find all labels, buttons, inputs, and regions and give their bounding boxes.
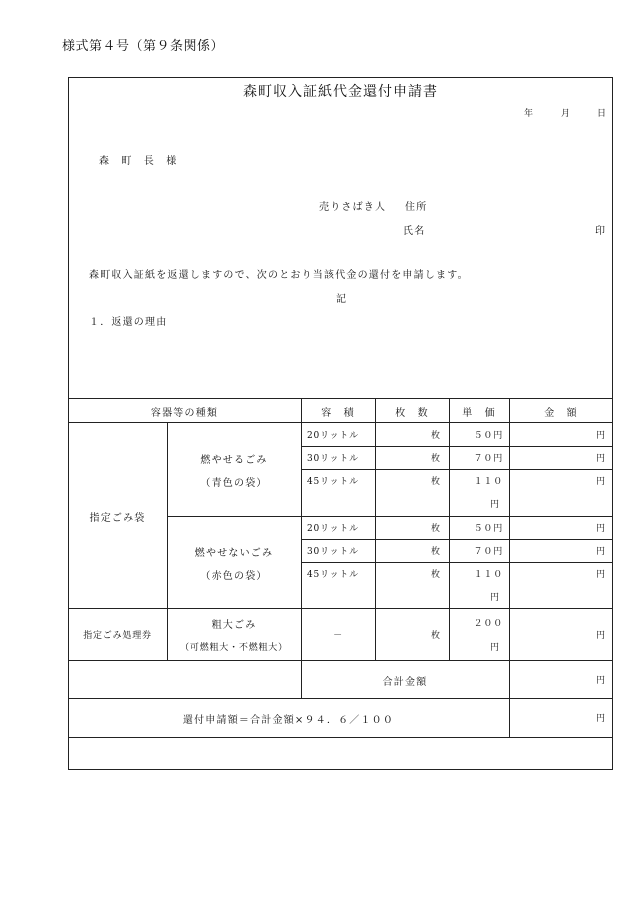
name-label: 氏名 — [403, 226, 426, 237]
table-top-line — [68, 398, 613, 399]
amount-unit-cell: 円 — [596, 431, 606, 441]
bulky-waste-label: 粗大ごみ — [211, 620, 257, 631]
volume-cell: 45リットル — [307, 570, 359, 580]
seller-role: 売りさばき人 — [319, 202, 387, 213]
volume-cell: 30リットル — [307, 547, 359, 557]
unit-price-cell: ２００ — [473, 619, 503, 629]
col-line — [509, 398, 510, 737]
group-divider-line — [167, 516, 613, 517]
address-label: 住所 — [405, 202, 428, 213]
designated-bag-label: 指定ごみ袋 — [89, 513, 146, 524]
row-line — [301, 562, 613, 563]
count-unit-cell: 枚 — [431, 477, 441, 487]
amount-unit-cell: 円 — [596, 570, 606, 580]
application-form-frame — [68, 77, 613, 770]
form-number-label: 様式第４号（第９条関係） — [62, 39, 225, 54]
row-line — [301, 446, 613, 447]
addressee: 森 町 長 様 — [99, 156, 178, 167]
count-unit-cell: 枚 — [431, 524, 441, 534]
count-unit-cell: 枚 — [431, 631, 441, 641]
header-volume: 容 積 — [321, 408, 355, 419]
unit-price-cell: ７０円 — [473, 547, 503, 557]
volume-cell: 20リットル — [307, 431, 359, 441]
header-amount: 金 額 — [544, 408, 578, 419]
amount-unit-cell: 円 — [596, 524, 606, 534]
volume-cell: 20リットル — [307, 524, 359, 534]
form-title: 森町収入証紙代金還付申請書 — [243, 84, 438, 100]
ki-label: 記 — [336, 294, 348, 305]
total-top-line — [68, 660, 613, 661]
unit-price-yen: 円 — [490, 593, 500, 603]
col-line — [375, 398, 376, 660]
row-line — [301, 539, 613, 540]
reason-label: １．返還の理由 — [89, 317, 168, 328]
date-day: 日 — [597, 109, 607, 119]
row-line — [301, 469, 613, 470]
unit-price-cell: ５０円 — [473, 524, 503, 534]
unit-price-yen: 円 — [490, 643, 500, 653]
count-unit-cell: 枚 — [431, 570, 441, 580]
ticket-label: 指定ごみ処理券 — [83, 631, 152, 641]
amount-unit-cell: 円 — [596, 454, 606, 464]
unit-price-cell: １１０ — [473, 570, 503, 580]
burnable-sub-label: （青色の袋） — [200, 478, 268, 489]
volume-cell: 45リットル — [307, 477, 359, 487]
unit-price-cell: ７０円 — [473, 454, 503, 464]
date-year: 年 — [524, 109, 534, 119]
header-bottom-line — [68, 422, 613, 423]
nonburnable-label: 燃やせないごみ — [194, 548, 274, 559]
col-line — [301, 398, 302, 698]
burnable-label: 燃やせるごみ — [200, 455, 268, 466]
volume-cell: 30リットル — [307, 454, 359, 464]
header-unit-price: 単 価 — [462, 408, 496, 419]
seal-mark: 印 — [595, 226, 607, 237]
refund-top-line — [68, 698, 613, 699]
unit-price-cell: ５０円 — [473, 431, 503, 441]
header-count: 枚 数 — [395, 408, 429, 419]
refund-formula-label: 還付申請額＝合計金額×９４．６／１００ — [182, 715, 395, 726]
count-unit-cell: 枚 — [431, 547, 441, 557]
unit-price-cell: １１０ — [473, 477, 503, 487]
total-label: 合計金額 — [382, 677, 428, 688]
count-unit-cell: 枚 — [431, 431, 441, 441]
amount-unit-cell: 円 — [596, 547, 606, 557]
date-month: 月 — [561, 109, 571, 119]
refund-unit: 円 — [596, 714, 606, 724]
header-container-type: 容器等の種類 — [150, 408, 219, 419]
amount-unit-cell: 円 — [596, 631, 606, 641]
count-unit-cell: 枚 — [431, 454, 441, 464]
bulky-waste-sub-label: （可燃粗大・不燃粗大） — [180, 643, 288, 653]
refund-bottom-line — [68, 737, 613, 738]
application-statement: 森町収入証紙を返還しますので、次のとおり当該代金の還付を申請します。 — [89, 270, 469, 281]
nonburnable-sub-label: （赤色の袋） — [200, 571, 268, 582]
total-unit: 円 — [596, 676, 606, 686]
unit-price-yen: 円 — [490, 500, 500, 510]
amount-unit-cell: 円 — [596, 477, 606, 487]
ticket-volume-cell: － — [333, 631, 343, 641]
ticket-top-line — [68, 608, 613, 609]
